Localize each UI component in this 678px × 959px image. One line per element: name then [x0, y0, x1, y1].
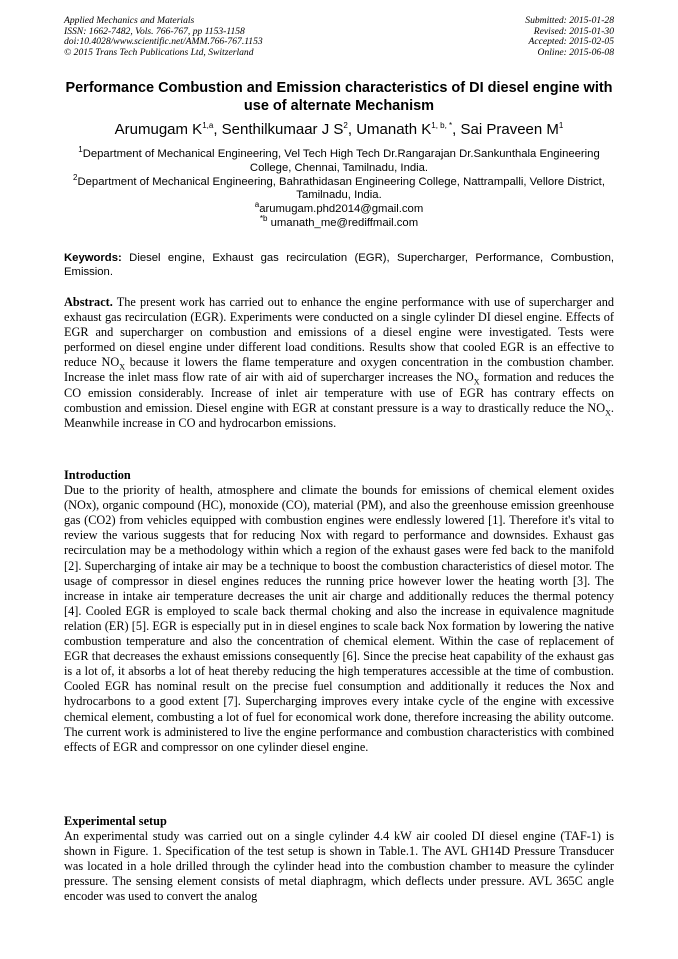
author-name: Senthilkumaar J S — [221, 121, 344, 138]
section-experimental-setup — [64, 814, 614, 905]
affiliation-text: Department of Mechanical Engineering, Vel Tech High Tech Dr.Rangarajan Dr.Sankunthala Engineering College, Chennai, Tamilnadu, India. — [82, 148, 600, 174]
email-text: arumugam.phd2014@gmail.com — [259, 203, 424, 216]
section-introduction — [64, 468, 614, 755]
abstract-text: because it lowers the flame temperature and oxygen concentration in the combustion chamber. Increase the inlet mass flow rate of air with aid of supercharger increases the NO — [64, 355, 614, 385]
abstract-text: The present work has carried out to enhance the engine performance with use of supercharger and exhaust gas recirculation (EGR). Experiments were conducted on a single cylinder DI diesel engine. Effects of EGR and supercharger on combustion and emissions of a diesel engine were investigated. Tests were performed on diesel engine under different load conditions. Results show that cooled EGR is an effective to reduce NO — [64, 295, 614, 370]
date-online: Online: 2015-06-08 — [537, 46, 614, 58]
keywords-label: Keywords: — [64, 252, 122, 264]
author-sep: , — [347, 121, 357, 138]
date-accepted: Accepted: 2015-02-05 — [528, 36, 614, 48]
author-sep: , — [452, 121, 461, 138]
abstract-text: . Meanwhile increase in CO and hydrocarbon emissions. — [64, 400, 614, 430]
affiliation-1 — [64, 145, 614, 176]
section-body: Due to the priority of health, atmosphere and climate the bounds for emissions of chemical element oxides (NOx), organic compound (HC), monoxide (CO), material (PM), and also the greenhouse emission greenhouse gas (CO2) from vehicles equipped with combustion engines were endlessly lowered [1]. Therefore it's vital to review the various suggests that for reducing Nox with regard to performance and downsides. Exhaust gas recirculation may be a methodology within which a region of the exhaust gases were fed back to the manifold [2]. Supercharging of intake air may be a technique to boost the combustion characteristics of diesel motor. The usage of compressor in diesel engines reduces the running price however lower the heating worth [3]. The increase in intake air temperature decreases the unit air charge and additionally reduces the thermal potency [4]. Cooled EGR is employed to scale back thermal choking and also the increase in equivalence magnitude relation (ER) [5]. EGR is especially put in in diesel engines to scale back Nox formation by lowering the native combustion temperature and also the concentration of chemical element. Within the case of replacement of EGR that decreases the exhaust emissions consequently [6]. Since the precise heat capability of the exhaust gas is a lot of, it absorbs a lot of heat thereby reducing the high temperatures accessible at the time of combustion. Cooled EGR has nominal result on the precise fuel consumption and additionally it reduces the Nox and hydrocarbons to a good extent [7]. Supercharging improves every intake cycle of the engine with excessive chemical element, combusting a lot of fuel for economical work done, therefore increasing the ability outcome. The current work is administered to live the engine performance and combustion characteristics with combined effects of EGR and compressor on one cylinder diesel engine. — [64, 483, 614, 754]
affiliation-2 — [64, 172, 614, 204]
author-name: Sai Praveen M — [460, 121, 559, 138]
journal-name: Applied Mechanics and Materials — [64, 15, 195, 26]
subscript: X — [605, 408, 611, 418]
section-heading: Introduction — [64, 468, 131, 482]
abstract-label: Abstract. — [64, 295, 113, 309]
affiliation-text: Department of Mechanical Engineering, Bahrathidasan Engineering College, Nattrampalli, Vellore District, Tamilnadu, India. — [77, 175, 605, 202]
email-text: umanath_me@rediffmail.com — [267, 216, 419, 229]
subscript: X — [119, 362, 126, 372]
date-submitted: Submitted: 2015-01-28 — [525, 15, 614, 26]
author-name: Arumugam K — [114, 121, 203, 138]
author-sup: 1 — [558, 121, 564, 130]
abstract-text: formation and reduces the CO emission considerably. Increase of inlet air temperature with use of EGR has contrary effects on combustion and emission. Diesel engine with EGR at constant pressure is a way to drastically reduce the NO — [64, 370, 614, 415]
journal-dates-right — [525, 16, 614, 58]
affiliation-sup: 1 — [78, 145, 83, 155]
email-a — [64, 200, 614, 217]
subscript: X — [473, 377, 480, 387]
affiliations — [64, 145, 614, 231]
journal-issn: ISSN: 1662-7482, Vols. 766-767, pp 1153-1158 — [64, 25, 245, 37]
keywords-text: Diesel engine, Exhaust gas recirculation (EGR), Supercharger, Performance, Combustion, Emission. — [64, 252, 614, 278]
journal-doi: doi:10.4028/www.scientific.net/AMM.766-767.1153 — [64, 36, 263, 48]
journal-info-left — [64, 16, 263, 58]
author-list — [64, 121, 614, 139]
author-sup: 1, b, * — [431, 121, 453, 130]
email-b — [64, 214, 614, 231]
paper-title: Performance Combustion and Emission characteristics of DI diesel engine with use of alternate Mechanism — [65, 80, 613, 114]
date-revised: Revised: 2015-01-30 — [533, 25, 614, 37]
abstract — [64, 295, 614, 431]
author-sup: 1,a — [202, 121, 214, 130]
journal-copyright: © 2015 Trans Tech Publications Ltd, Switzerland — [64, 46, 254, 58]
email-sup: *b — [259, 214, 268, 224]
keywords — [64, 252, 614, 280]
email-sup: a — [254, 200, 260, 210]
section-body: An experimental study was carried out on a single cylinder 4.4 kW air cooled DI diesel engine (TAF-1) is shown in Figure. 1. Specification of the test setup is shown in Table.1. The AVL GH14D Pressure Transducer was located in a hole drilled through the cylinder head into the combustion chamber to measure the cylinder pressure. The sensing element consists of metal diaphragm, which deflects under pressure. AVL 365C angle encoder was used to convert the analog — [64, 829, 614, 904]
author-sup: 2 — [343, 121, 348, 130]
affiliation-sup: 2 — [73, 172, 78, 182]
author-sep: , — [213, 121, 222, 138]
section-heading: Experimental setup — [64, 814, 167, 828]
author-name: Umanath K — [356, 121, 432, 138]
